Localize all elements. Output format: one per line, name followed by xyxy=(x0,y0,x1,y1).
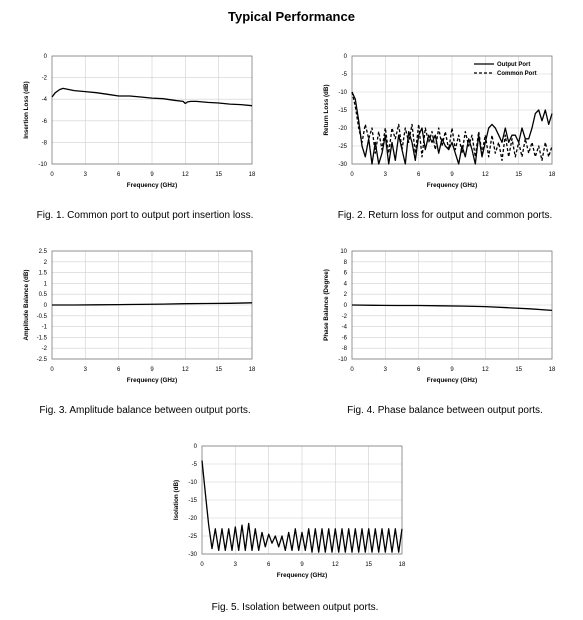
chart-svg xyxy=(20,50,270,195)
y-tick-label: -25 xyxy=(188,534,197,540)
y-tick-label: -15 xyxy=(188,498,197,504)
x-tick-label: 3 xyxy=(383,172,388,178)
x-tick-label: 6 xyxy=(116,367,121,373)
y-tick-label: 8 xyxy=(343,259,347,266)
x-axis-label: Frequency (GHz) xyxy=(126,182,178,189)
y-tick-label: -2.5 xyxy=(36,357,47,363)
x-tick-label: 15 xyxy=(215,172,223,178)
x-tick-label: 15 xyxy=(515,172,523,178)
y-tick-label: 4 xyxy=(343,281,347,288)
x-axis-label: Frequency (GHz) xyxy=(276,572,328,579)
figure-caption: Fig. 2. Return loss for output and common ports. xyxy=(337,210,553,221)
chart-return-loss xyxy=(320,50,570,195)
x-tick-label: 6 xyxy=(416,172,421,178)
y-tick-label: -6 xyxy=(341,335,347,342)
y-tick-label: -4 xyxy=(41,97,47,104)
chart-insertion-loss xyxy=(20,50,270,195)
y-tick-label: 6 xyxy=(343,270,347,277)
x-tick-label: 18 xyxy=(548,172,556,178)
x-tick-label: 18 xyxy=(398,562,406,568)
x-tick-label: 0 xyxy=(200,562,204,568)
y-axis-label: Return Loss (dB) xyxy=(323,84,330,136)
chart-amplitude-balance xyxy=(20,245,270,390)
y-axis-label: Isolation (dB) xyxy=(173,479,180,521)
x-tick-label: 18 xyxy=(248,367,256,373)
y-axis-label: Phase Balance (Degree) xyxy=(323,269,330,341)
x-tick-label: 12 xyxy=(331,562,339,568)
chart-svg xyxy=(170,440,420,585)
y-tick-label: -30 xyxy=(338,162,347,168)
y-tick-label: -1 xyxy=(41,324,47,331)
x-tick-label: 15 xyxy=(215,367,223,373)
y-tick-label: -5 xyxy=(191,462,197,468)
x-tick-label: 12 xyxy=(481,367,489,373)
y-tick-label: -10 xyxy=(188,480,197,486)
y-tick-label: 10 xyxy=(340,249,347,255)
x-tick-label: 9 xyxy=(450,172,454,178)
x-tick-label: 3 xyxy=(83,367,88,373)
y-tick-label: -30 xyxy=(188,552,197,558)
x-tick-label: 9 xyxy=(450,367,454,373)
x-tick-label: 12 xyxy=(181,367,189,373)
x-tick-label: 6 xyxy=(116,172,121,178)
x-tick-label: 0 xyxy=(350,172,354,178)
figure-caption: Fig. 4. Phase balance between output ports. xyxy=(347,405,543,416)
chart-phase-balance xyxy=(320,245,570,390)
y-tick-label: -20 xyxy=(338,126,347,132)
x-tick-label: 0 xyxy=(50,367,54,373)
y-tick-label: 2 xyxy=(43,259,47,266)
x-tick-label: 18 xyxy=(248,172,256,178)
y-tick-label: -15 xyxy=(338,108,347,114)
chart-svg xyxy=(20,245,270,390)
x-tick-label: 6 xyxy=(416,367,421,373)
page-title: Typical Performance xyxy=(228,9,355,24)
x-tick-label: 9 xyxy=(150,172,154,178)
x-axis-label: Frequency (GHz) xyxy=(426,182,478,189)
y-tick-label: 0.5 xyxy=(38,292,47,299)
y-tick-label: 0 xyxy=(343,54,347,60)
figure-caption: Fig. 1. Common port to output port insertion loss. xyxy=(36,210,254,221)
y-tick-label: -4 xyxy=(341,324,347,331)
y-tick-label: -2 xyxy=(341,313,347,320)
figure-caption: Fig. 5. Isolation between output ports. xyxy=(211,602,379,613)
y-tick-label: 0 xyxy=(43,54,47,60)
x-tick-label: 15 xyxy=(515,367,523,373)
legend-label: Output Port xyxy=(497,62,531,68)
x-tick-label: 9 xyxy=(150,367,154,373)
x-tick-label: 18 xyxy=(548,367,556,373)
x-tick-label: 6 xyxy=(266,562,271,568)
x-tick-label: 3 xyxy=(383,367,388,373)
x-tick-label: 3 xyxy=(83,172,88,178)
y-tick-label: -10 xyxy=(38,162,47,168)
y-tick-label: 1.5 xyxy=(38,270,47,277)
y-tick-label: -10 xyxy=(338,357,347,363)
y-tick-label: -20 xyxy=(188,516,197,522)
y-axis-label: Insertion Loss (dB) xyxy=(23,81,30,139)
chart-svg xyxy=(320,245,570,390)
y-tick-label: -2 xyxy=(41,346,47,353)
y-tick-label: 0 xyxy=(193,444,197,450)
y-tick-label: 2 xyxy=(343,292,347,299)
chart-isolation xyxy=(170,440,420,585)
x-tick-label: 0 xyxy=(350,367,354,373)
y-tick-label: -6 xyxy=(41,118,47,125)
y-axis-label: Amplitude Balance (dB) xyxy=(23,269,30,341)
x-axis-label: Frequency (GHz) xyxy=(126,377,178,384)
y-tick-label: -25 xyxy=(338,144,347,150)
y-tick-label: -1.5 xyxy=(36,335,47,342)
x-tick-label: 3 xyxy=(233,562,238,568)
x-tick-label: 12 xyxy=(181,172,189,178)
y-tick-label: 1 xyxy=(43,281,47,288)
y-tick-label: -10 xyxy=(338,90,347,96)
x-tick-label: 12 xyxy=(481,172,489,178)
x-tick-label: 9 xyxy=(300,562,304,568)
chart-svg xyxy=(320,50,570,195)
x-axis-label: Frequency (GHz) xyxy=(426,377,478,384)
y-tick-label: -8 xyxy=(341,346,347,353)
y-tick-label: -8 xyxy=(41,140,47,147)
y-tick-label: -2 xyxy=(41,75,47,82)
legend-label: Common Port xyxy=(497,71,537,77)
figure-caption: Fig. 3. Amplitude balance between output ports. xyxy=(39,405,251,416)
x-tick-label: 0 xyxy=(50,172,54,178)
y-tick-label: 2.5 xyxy=(38,249,47,255)
y-tick-label: -0.5 xyxy=(36,313,47,320)
y-tick-label: 0 xyxy=(43,303,47,309)
y-tick-label: 0 xyxy=(343,303,347,309)
x-tick-label: 15 xyxy=(365,562,373,568)
y-tick-label: -5 xyxy=(341,72,347,78)
